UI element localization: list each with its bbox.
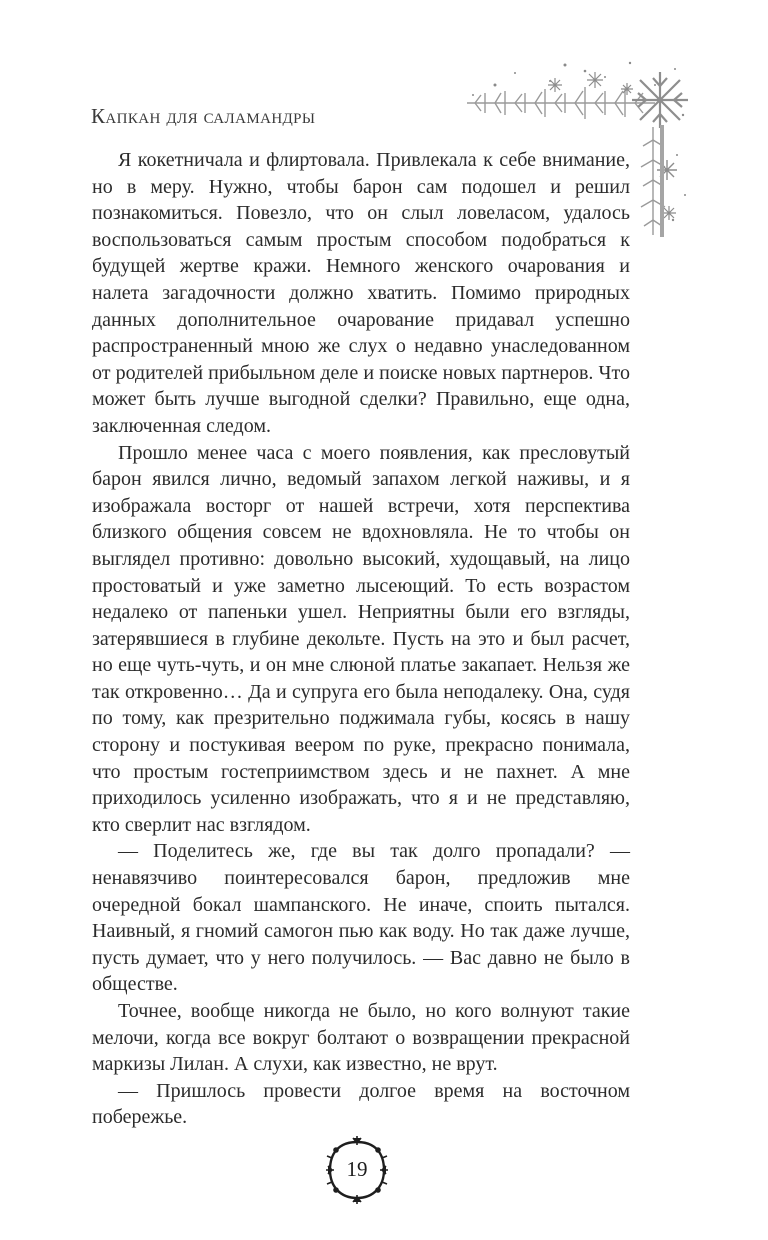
paragraph: Прошло менее часа с моего появления, как пресловутый барон явился лично, ведомый запахом легкой наживы, и я изображала восторг от нашей встречи, хотя перспектива близкого общения совсем не вдохновляла. Не то чтобы он выглядел противно: довольно высокий, худощавый, на лицо простоватый и уже заметно лысеющий. То есть возрастом недалеко от папеньки ушел. Неприятны были его взгляды, затерявшиеся в глубине декольте. Пусть на это и был расчет, но еще чуть-чуть, и он мне слюной платье закапает. Нельзя же так откровенно… Да и супруга его была неподалеку. Она, судя по тому, как презрительно поджимала губы, косясь в нашу сторону и постукивая веером по руке, прекрасно понимала, что простым гостеприимством здесь и не пахнет. А мне приходилось усиленно изображать, что я и не представляю, кто сверлит нас взглядом. xyxy=(92,441,630,836)
page-number-badge xyxy=(322,1136,392,1204)
paragraph: Я кокетничала и флиртовала. Привлекала к себе внимание, но в меру. Нужно, чтобы барон сам подошел и решил познакомиться. Повезло, что он слыл ловеласом, удалось воспользоваться самым простым способом подобраться к будущей жертве кражи. Немного женского очарования и налета загадочности должно хватить. Помимо природных данных дополнительное очарование придавал успешно распространенный мною же слух о недавно унаследованном от родителей прибыльном деле и поиске новых партнеров. Что может быть лучше выгодной сделки? Правильно, еще одна, заключенная следом. xyxy=(92,149,630,437)
running-title: Капкан для саламандры xyxy=(91,104,316,128)
paragraph: — Поделитесь же, где вы так долго пропадали? — ненавязчиво поинтересовался барон, предложив мне очередной бокал шампанского. Не иначе, споить пытался. Наивный, я гномий самогон пью как воду. Но так даже лучше, пусть думает, что у него получилось. — Вас давно не было в обществе. xyxy=(92,840,630,996)
body-text xyxy=(92,147,630,1131)
page-number: 19 xyxy=(346,1157,368,1181)
paragraph: — Пришлось провести долгое время на восточном побережье. xyxy=(92,1079,630,1129)
paragraph: Точнее, вообще никогда не было, но кого волнуют такие мелочи, когда все вокруг болтают о возвращении прекрасной маркизы Лилан. А слухи, как известно, не врут. xyxy=(92,1000,630,1076)
